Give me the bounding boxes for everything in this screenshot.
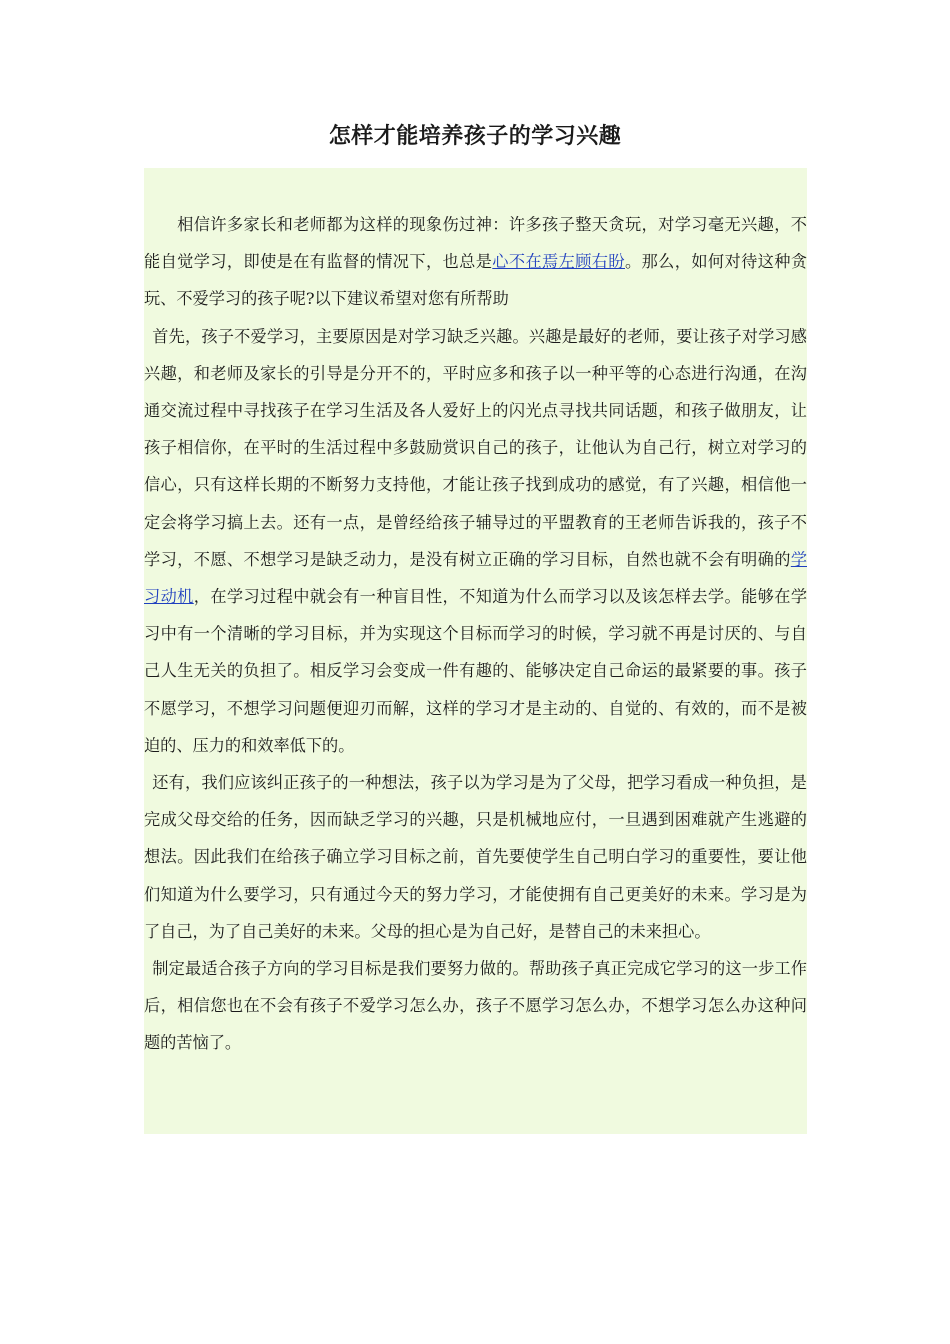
paragraph-indent [144,959,152,978]
paragraph-text: 相信许多家长和老师都为这样的现象伤过神：许多孩子整天贪玩，对学习毫无兴趣，不能自觉学习，即使是在有监督的情况下，也总是 [144,215,807,272]
link-learning-motivation[interactable]: 学习动机 [144,549,807,607]
paragraph-text: ，在学习过程中就会有一种盲目性，不知道为什么而学习以及该怎样去学。能够在学习中有一个清晰的学习目标，并为实现这个目标而学习的时候，学习就不再是讨厌的、与自己人生无关的负担了。相反学习会变成一件有趣的、能够决定自己命运的最紧要的事。孩子不愿学习，不想学习问题便迎刃而解，这样的学习才是主动的、自觉的、有效的，而不是被迫的、压力的和效率低下的。 [144,587,808,755]
paragraph-mindset [144,764,807,950]
paragraph-text: 首先，孩子不爱学习，主要原因是对学习缺乏兴趣。兴趣是最好的老师，要让孩子对学习感兴趣，和老师及家长的引导是分开不的，平时应多和孩子以一种平等的心态进行沟通，在沟通交流过程中寻找孩子在学习生活及各人爱好上的闪光点寻找共同话题，和孩子做朋友，让孩子相信你，在平时的生活过程中多鼓励赏识自己的孩子，让他认为自己行，树立对学习的信心，只有这样长期的不断努力支持他，才能让孩子找到成功的感觉，有了兴趣，相信他一定会将学习搞上去。还有一点，是曾经给孩子辅导过的平盟教育的王老师告诉我的，孩子不学习，不愿、不想学习是缺乏动力，是没有树立正确的学习目标，自然也就不会有明确的 [144,326,807,569]
paragraph-indent [144,215,177,234]
article-body [144,168,807,1134]
link-distracted[interactable]: 心不在焉左顾右盼 [492,252,625,272]
paragraph-intro [144,206,807,318]
paragraph-indent [144,773,152,792]
document-title: 怎样才能培养孩子的学习兴趣 [328,124,622,149]
paragraph-interest [144,318,807,764]
paragraph-text: 。那么，如何对待这种贪玩、不爱学习的孩子呢?以下建议希望对您有所帮助 [144,252,808,309]
paragraph-goals [144,950,807,1062]
paragraph-text: 制定最适合孩子方向的学习目标是我们要努力做的。帮助孩子真正完成它学习的这一步工作后，相信您也在不会有孩子不爱学习怎么办，孩子不愿学习怎么办，不想学习怎么办这种问题的苦恼了。 [144,959,807,1053]
paragraph-indent [144,327,152,346]
paragraph-text: 还有，我们应该纠正孩子的一种想法，孩子以为学习是为了父母，把学习看成一种负担，是完成父母交给的任务，因而缺乏学习的兴趣，只是机械地应付，一旦遇到困难就产生逃避的想法。因此我们在给孩子确立学习目标之前，首先要使学生自己明白学习的重要性，要让他们知道为什么要学习，只有通过今天的努力学习，才能使拥有自己更美好的未来。学习是为了自己，为了自己美好的未来。父母的担心是为自己好，是替自己的未来担心。 [144,773,807,941]
